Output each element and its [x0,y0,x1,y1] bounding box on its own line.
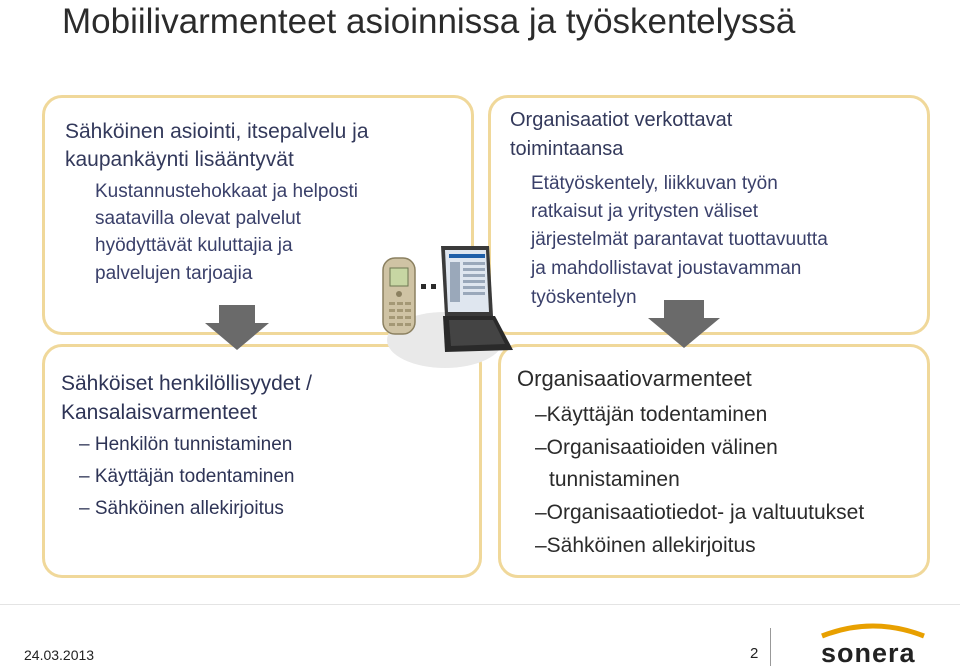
mobile-phone-icon [383,258,415,334]
box-heading-line: Organisaatiot verkottavat [510,109,733,131]
page-title: Mobiilivarmenteet asioinnissa ja työskentelyssä [62,2,796,41]
down-arrow-icon [205,305,269,350]
box-top-right [488,95,930,335]
box-text-line: ratkaisut ja yritysten väliset [531,201,759,222]
box-text-line: ja mahdollistavat joustavamman [531,258,802,279]
box-text-line: palvelujen tarjoajia [95,263,253,284]
footer-rule [770,628,771,666]
box-text-line: saatavilla olevat palvelut [95,208,301,229]
footer-divider [0,604,960,605]
list-item: –Sähköinen allekirjoitus [535,534,756,557]
list-item: –Organisaatioiden välinen [535,436,778,459]
list-item: – Henkilön tunnistaminen [79,434,293,455]
list-item: – Käyttäjän todentaminen [79,466,295,487]
box-bottom-right [498,344,930,578]
page-number: 2 [750,645,759,662]
list-item: –Organisaatiotiedot- ja valtuutukset [535,501,865,524]
list-item: –Käyttäjän todentaminen [535,403,768,426]
box-heading-line: Organisaatiovarmenteet [517,366,752,391]
box-text-line: työskentelyn [531,287,637,308]
dash-bullet: – [79,498,95,519]
box-text-line: järjestelmät parantavat tuottavuutta [531,229,828,250]
sonera-logo: sonera [821,638,916,668]
list-item: tunnistaminen [549,468,680,491]
box-text-line: Kustannustehokkaat ja helposti [95,181,359,202]
list-item: – Sähköinen allekirjoitus [79,498,284,519]
down-arrow-icon [648,300,720,348]
box-text-line: Etätyöskentely, liikkuvan työn [531,173,778,194]
box-heading-line: Sähköinen asiointi, itsepalvelu ja [65,120,369,143]
box-heading-line: kaupankäynti lisääntyvät [65,148,294,171]
dash-bullet: – [79,466,95,487]
box-text-line: hyödyttävät kuluttajia ja [95,235,293,256]
laptop-icon [441,246,513,352]
box-bottom-left [42,344,482,578]
box-heading-line: toimintaansa [510,138,624,160]
dash-bullet: – [79,434,95,455]
footer-date: 24.03.2013 [24,647,95,663]
phone-and-laptop-illustration [375,240,525,370]
sonera-logo-mark [818,620,928,640]
box-heading-line: Sähköiset henkilöllisyydet / [61,372,312,395]
box-heading-line: Kansalaisvarmenteet [61,401,258,424]
